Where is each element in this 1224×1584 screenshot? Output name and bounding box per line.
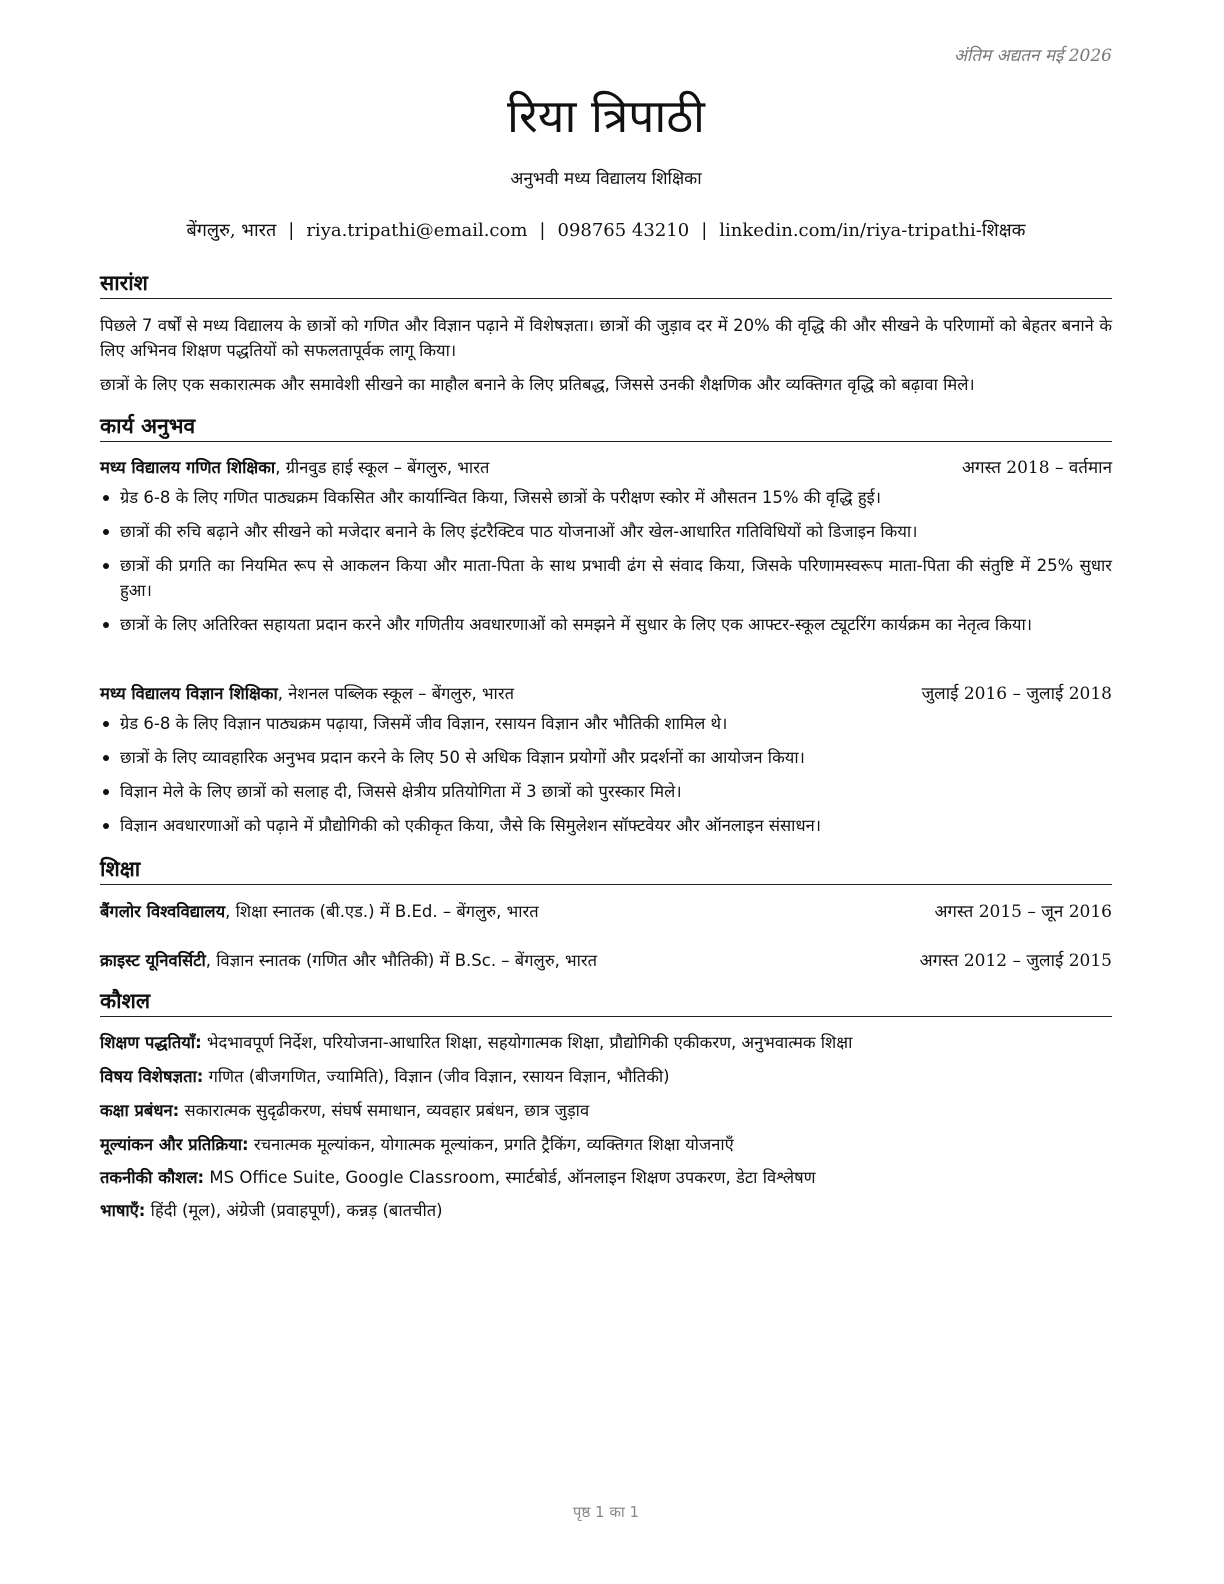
summary-paragraph-1: पिछले 7 वर्षों से मध्य विद्यालय के छात्रों को गणित और विज्ञान पढ़ाने में विशेषज्ञता। छात्रों की जुड़ाव दर में 20% की वृद्धि की और सीखने के परिणामों को बेहतर बनाने के लिए अभिनव शिक्षण पद्धतियों को सफलतापूर्वक लागू किया। <box>100 316 1112 360</box>
education-dates: अगस्त 2015 – जून 2016 <box>934 902 1112 922</box>
contact-email[interactable]: riya.tripathi@email.com <box>306 220 528 241</box>
skill-label: विषय विशेषज्ञता: <box>100 1067 204 1086</box>
contact-separator: | <box>701 220 708 241</box>
contact-phone[interactable]: 098765 43210 <box>557 220 690 241</box>
list-item: छात्रों की प्रगति का नियमित रूप से आकलन किया और माता-पिता के साथ प्रभावी ढंग से संवाद किया, जिसके परिणामस्वरूप माता-पिता की संतुष्टि में 25% सुधार हुआ। <box>100 553 1112 603</box>
summary-paragraph-2: छात्रों के लिए एक सकारात्मक और समावेशी सीखने का माहौल बनाने के लिए प्रतिबद्ध, जिससे उनकी शैक्षणिक और व्यक्तिगत वृद्धि को बढ़ावा मिले। <box>100 375 975 394</box>
education-detail: , शिक्षा स्नातक (बी.एड.) में B.Ed. – बेंगलुरु, भारत <box>225 902 539 921</box>
skill-value: गणित (बीजगणित, ज्यामिति), विज्ञान (जीव विज्ञान, रसायन विज्ञान, भौतिकी) <box>203 1067 670 1086</box>
list-item: छात्रों की रुचि बढ़ाने और सीखने को मजेदार बनाने के लिए इंटरैक्टिव पाठ योजनाओं और खेल-आधारित गतिविधियों को डिजाइन किया। <box>100 519 1112 544</box>
skill-value: MS Office Suite, Google Classroom, स्मार्टबोर्ड, ऑनलाइन शिक्षण उपकरण, डेटा विश्लेषण <box>204 1168 816 1187</box>
candidate-name: रिया त्रिपाठी <box>507 89 705 143</box>
education-school: बैंगलोर विश्वविद्यालय <box>100 902 226 921</box>
list-item: छात्रों के लिए व्यावहारिक अनुभव प्रदान करने के लिए 50 से अधिक विज्ञान प्रयोगों और प्रदर्शनों का आयोजन किया। <box>100 745 1112 770</box>
skill-value: भेदभावपूर्ण निर्देश, परियोजना-आधारित शिक्षा, सहयोगात्मक शिक्षा, प्रौद्योगिकी एकीकरण, अनुभवात्मक शिक्षा <box>201 1033 853 1052</box>
skill-value: हिंदी (मूल), अंग्रेजी (प्रवाहपूर्ण), कन्नड़ (बातचीत) <box>145 1201 443 1220</box>
summary-heading: सारांश <box>100 270 1112 299</box>
contact-location: बेंगलुरु, भारत <box>186 220 277 241</box>
education-dates: अगस्त 2012 – जुलाई 2015 <box>919 951 1112 971</box>
skill-label: कक्षा प्रबंधन: <box>100 1101 180 1120</box>
last-updated: अंतिम अद्यतन मई 2026 <box>953 46 1112 66</box>
job-bullets <box>100 485 1112 646</box>
skill-label: तकनीकी कौशल: <box>100 1168 205 1187</box>
skill-line <box>100 1199 1112 1223</box>
job-dates: जुलाई 2016 – जुलाई 2018 <box>921 684 1112 704</box>
education-school: क्राइस्ट यूनिवर्सिटी <box>100 951 206 970</box>
skills-heading: कौशल <box>100 988 1112 1017</box>
skill-value: रचनात्मक मूल्यांकन, योगात्मक मूल्यांकन, प्रगति ट्रैकिंग, व्यक्तिगत शिक्षा योजनाएँ <box>248 1135 734 1154</box>
job-org: , ग्रीनवुड हाई स्कूल – बेंगलुरु, भारत <box>275 458 490 477</box>
skill-value: सकारात्मक सुदृढीकरण, संघर्ष समाधान, व्यवहार प्रबंधन, छात्र जुड़ाव <box>179 1101 590 1120</box>
job-org: , नेशनल पब्लिक स्कूल – बेंगलुरु, भारत <box>277 684 514 703</box>
skill-label: मूल्यांकन और प्रतिक्रिया: <box>100 1135 249 1154</box>
skill-line <box>100 1166 1112 1190</box>
contact-line <box>100 218 1112 242</box>
candidate-tagline: अनुभवी मध्य विद्यालय शिक्षिका <box>510 169 702 189</box>
job-title: मध्य विद्यालय विज्ञान शिक्षिका <box>100 684 278 703</box>
job-bullets <box>100 711 1112 847</box>
skill-line <box>100 1031 1112 1055</box>
resume-page <box>100 0 1112 1584</box>
job-dates: अगस्त 2018 – वर्तमान <box>962 458 1112 478</box>
skill-line <box>100 1065 1112 1089</box>
skill-label: भाषाएँ: <box>100 1201 146 1220</box>
list-item: विज्ञान मेले के लिए छात्रों को सलाह दी, जिससे क्षेत्रीय प्रतियोगिता में 3 छात्रों को पुरस्कार मिले। <box>100 779 1112 804</box>
education-heading: शिक्षा <box>100 856 1112 885</box>
skill-line <box>100 1099 1112 1123</box>
list-item: ग्रेड 6-8 के लिए गणित पाठ्यक्रम विकसित और कार्यान्वित किया, जिससे छात्रों के परीक्षण स्कोर में औसतन 15% की वृद्धि हुई। <box>100 485 1112 510</box>
list-item: विज्ञान अवधारणाओं को पढ़ाने में प्रौद्योगिकी को एकीकृत किया, जैसे कि सिमुलेशन सॉफ्टवेयर और ऑनलाइन संसाधन। <box>100 813 1112 838</box>
contact-separator: | <box>539 220 546 241</box>
list-item: छात्रों के लिए अतिरिक्त सहायता प्रदान करने और गणितीय अवधारणाओं को समझने में सुधार के लिए एक आफ्टर-स्कूल ट्यूटरिंग कार्यक्रम का नेतृत्व किया। <box>100 612 1112 637</box>
page-number: पृष्ठ 1 का 1 <box>572 1503 640 1521</box>
experience-heading: कार्य अनुभव <box>100 413 1112 442</box>
education-detail: , विज्ञान स्नातक (गणित और भौतिकी) में B.Sc. – बेंगलुरु, भारत <box>205 951 598 970</box>
contact-separator: | <box>288 220 295 241</box>
skill-label: शिक्षण पद्धतियाँ: <box>100 1033 202 1052</box>
job-title: मध्य विद्यालय गणित शिक्षिका <box>100 458 276 477</box>
list-item: ग्रेड 6-8 के लिए विज्ञान पाठ्यक्रम पढ़ाया, जिसमें जीव विज्ञान, रसायन विज्ञान और भौतिकी शामिल थे। <box>100 711 1112 736</box>
skill-line <box>100 1133 1112 1157</box>
contact-linkedin[interactable]: linkedin.com/in/riya-tripathi-शिक्षक <box>719 220 1026 241</box>
